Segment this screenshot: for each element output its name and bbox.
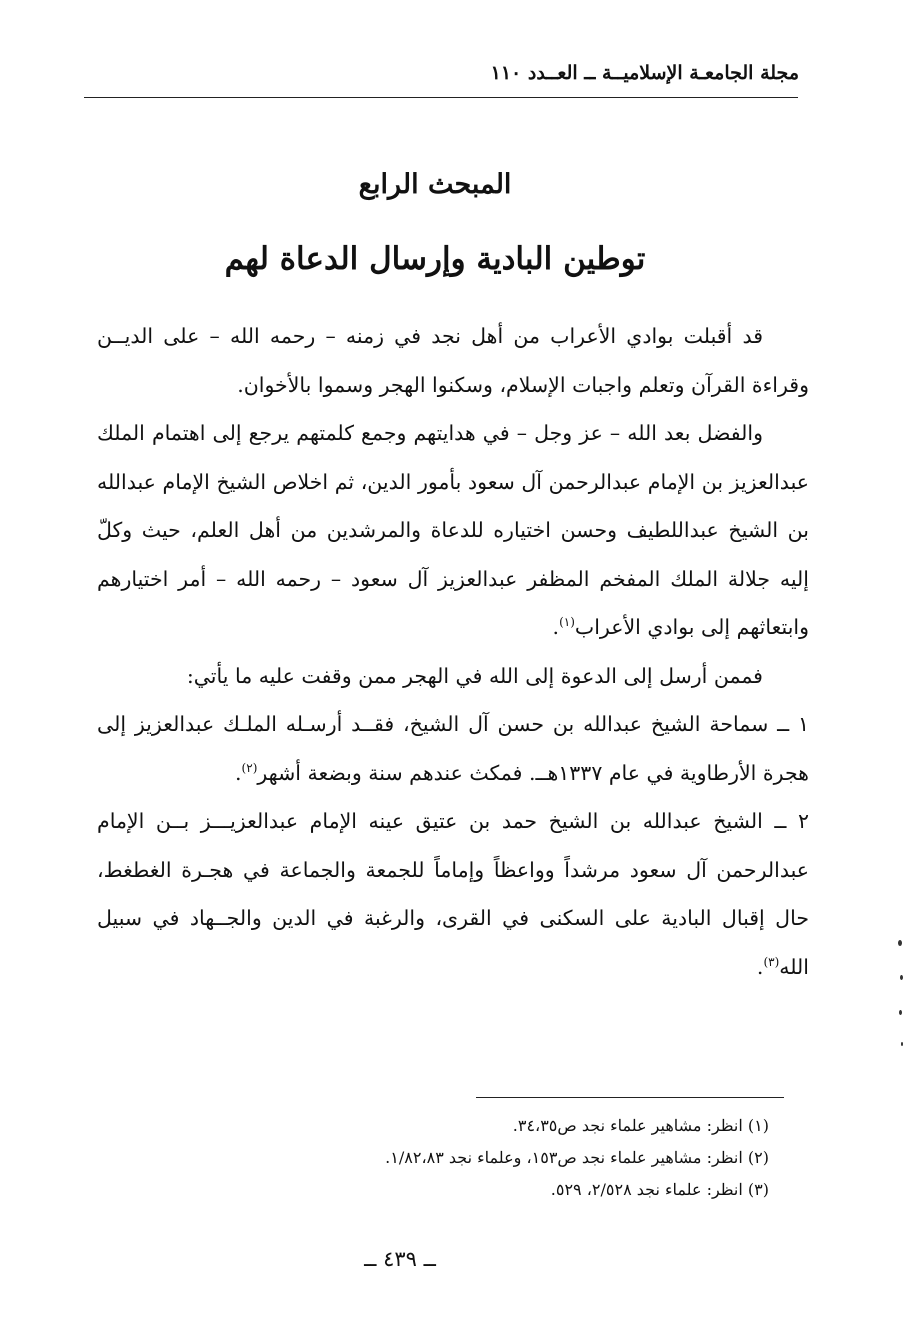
scan-speck bbox=[900, 975, 903, 980]
scan-speck bbox=[898, 940, 902, 946]
page-number: ــ ٤٣٩ ــ bbox=[364, 1247, 436, 1271]
list-item-1-text: ١ ــ سماحة الشيخ عبدالله بن حسن آل الشيخ، فقــد أرسـله الملـك عبدالعزيز إلى هجرة الأرطاوية في عام ١٣٣٧هــ. فمكث عندهم سنة وبضعة أشهر bbox=[97, 712, 809, 785]
footnote-ref-1[interactable]: (١) bbox=[559, 615, 575, 630]
section-title: توطين البادية وإرسال الدعاة لهم bbox=[224, 241, 646, 277]
list-item-1-end: . bbox=[235, 760, 242, 785]
footnote-3: (٣) انظر: علماء نجد ٢/٥٢٨، ٥٢٩. bbox=[550, 1180, 769, 1199]
paragraph-3: فممن أرسل إلى الدعوة إلى الله في الهجر ممن وقفت عليه ما يأتي: bbox=[186, 663, 763, 688]
scan-speck bbox=[901, 1042, 903, 1046]
list-item-1 bbox=[97, 700, 809, 797]
paragraph-2-text: والفضل بعد الله – عز وجل – في هدايتهم وجمع كلمتهم يرجع إلى اهتمام الملك عبدالعزيز بن الإمام عبدالرحمن آل سعود بأمور الدين، ثم اخلاص الشيخ الإمام عبدالله بن الشيخ عبداللطيف وحسن اختياره للدعاة والمرشدين من أهل العلم، حيث وكلّ إليه جلالة الملك المفخم المظفر عبدالعزيز آل سعود – رحمه الله – أمر اختيارهم وابتعاثهم إلى بوادي الأعراب bbox=[97, 421, 809, 639]
footnote-ref-2[interactable]: (٢) bbox=[241, 760, 258, 775]
footnotes bbox=[129, 1110, 769, 1206]
body-text bbox=[97, 312, 809, 991]
footnote-rule bbox=[476, 1097, 784, 1098]
header-rule bbox=[84, 97, 798, 98]
footnote-ref-3[interactable]: (٣) bbox=[763, 954, 780, 969]
section-label: المبحث الرابع bbox=[358, 169, 512, 200]
list-item-2-end: . bbox=[756, 954, 764, 979]
list-item-2 bbox=[97, 797, 809, 991]
paragraph-2-end: . bbox=[552, 615, 560, 639]
running-header: مجلة الجامعـة الإسلاميــة ــ العــدد ١١٠ bbox=[490, 62, 799, 84]
paragraph-1: قد أقبلت بوادي الأعراب من أهل نجد في زمنه – رحمه الله – على الديــن وقراءة القرآن وتعلم واجبات الإسلام، وسكنوا الهجر وسموا بالأخوان. bbox=[97, 324, 809, 397]
scan-speck bbox=[899, 1010, 902, 1015]
paragraph-2 bbox=[97, 409, 809, 652]
list-item-2-text: ٢ ــ الشيخ عبدالله بن الشيخ حمد بن عتيق عينه الإمام عبدالعزيـــز بــن الإمام عبدالرحمن آل سعود مرشداً وواعظاً وإماماً للجمعة والجماعة في هجـرة الغطغط، حال إقبال البادية على السكنى في القرى، والرغبة في الدين والجــهاد في سبيل الله bbox=[97, 809, 809, 979]
footnote-2: (٢) انظر: مشاهير علماء نجد ص١٥٣، وعلماء نجد ١/٨٢،٨٣. bbox=[385, 1148, 769, 1167]
footnote-1: (١) انظر: مشاهير علماء نجد ص٣٤،٣٥. bbox=[512, 1116, 769, 1135]
